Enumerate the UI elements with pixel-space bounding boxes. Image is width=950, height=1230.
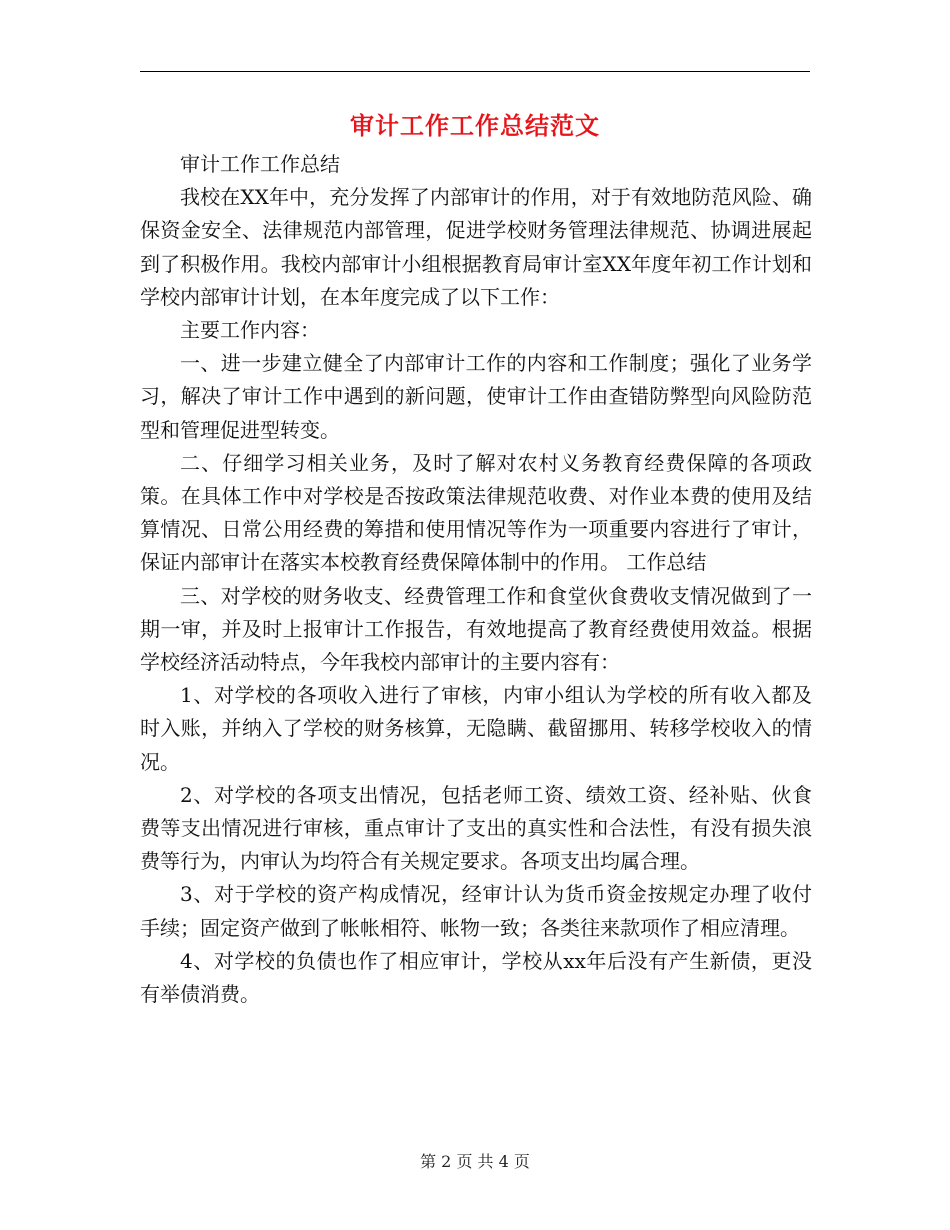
paragraph-intro: 我校在XX年中，充分发挥了内部审计的作用，对于有效地防范风险、确保资金安全、法律规范内部管理，促进学校财务管理法律规范、协调进展起到了积极作用。我校内部审计小组根据教育局审计室XX年度年初工作计划和学校内部审计计划，在本年度完成了以下工作： [140,185,812,309]
paragraph-subitem-3: 3、对于学校的资产构成情况，经审计认为货币资金按规定办理了收付手续；固定资产做到了帐帐相符、帐物一致；各类往来款项作了相应清理。 [140,882,812,940]
paragraph-main-content-heading: 主要工作内容： [180,318,320,343]
document-title: 审计工作工作总结范文 [350,111,600,140]
document-body [140,148,812,1011]
paragraph-item-3: 三、对学校的财务收支、经费管理工作和食堂伙食费收支情况做到了一期一审，并及时上报审计工作报告，有效地提高了教育经费使用效益。根据学校经济活动特点，今年我校内部审计的主要内容有： [140,583,812,675]
paragraph-subtitle: 审计工作工作总结 [180,152,340,176]
paragraph-subitem-2: 2、对学校的各项支出情况，包括老师工资、绩效工资、经补贴、伙食费等支出情况进行审核，重点审计了支出的真实性和合法性，有没有损失浪费等行为，内审认为均符合有关规定要求。各项支出均属合理。 [140,782,812,874]
paragraph-item-2: 二、仔细学习相关业务，及时了解对农村义务教育经费保障的各项政策。在具体工作中对学校是否按政策法律规范收费、对作业本费的使用及结算情况、日常公用经费的筹措和使用情况等作为一项重要内容进行了审计，保证内部审计在落实本校教育经费保障体制中的作用。 工作总结 [140,450,812,575]
paragraph-subitem-1: 1、对学校的各项收入进行了审核，内审小组认为学校的所有收入都及时入账，并纳入了学校的财务核算，无隐瞒、截留挪用、转移学校收入的情况。 [140,683,812,774]
header-rule [140,71,810,72]
paragraph-item-1: 一、进一步建立健全了内部审计工作的内容和工作制度；强化了业务学习，解决了审计工作中遇到的新问题，使审计工作由查错防弊型向风险防范型和管理促进型转变。 [140,351,812,442]
page-number-footer: 第 2 页 共 4 页 [420,1152,530,1171]
paragraph-subitem-4: 4、对学校的负债也作了相应审计，学校从xx年后没有产生新债，更没有举债消费。 [140,948,812,1007]
